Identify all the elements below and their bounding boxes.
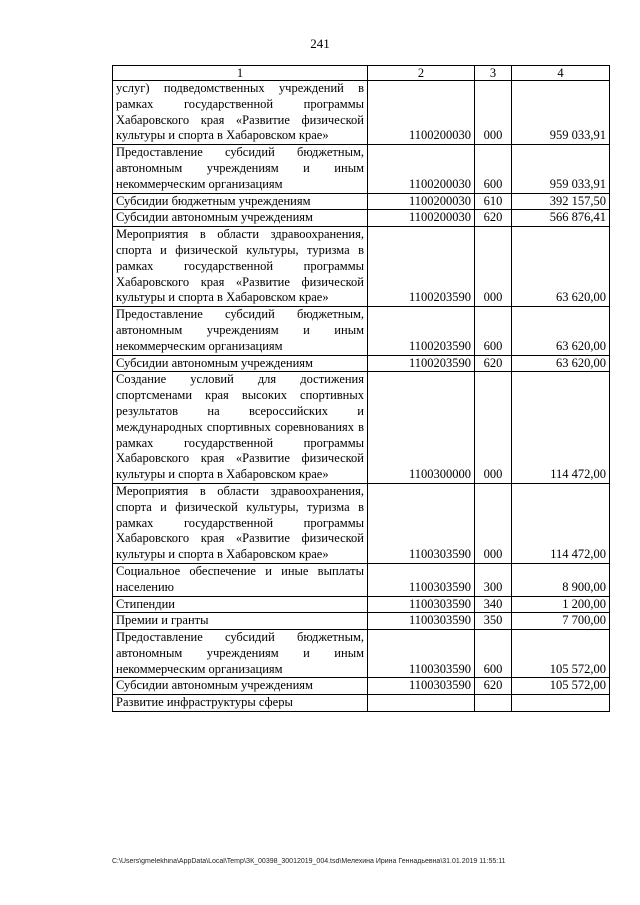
row-name: Субсидии бюджетным учреждениям xyxy=(113,193,368,210)
column-header-name: 1 xyxy=(113,66,368,81)
row-code: 1100200030 xyxy=(368,193,475,210)
row-name: Премии и гранты xyxy=(113,613,368,630)
table-row xyxy=(113,596,610,613)
row-sum: 392 157,50 xyxy=(512,193,610,210)
table-row xyxy=(113,372,610,484)
row-type: 340 xyxy=(475,596,512,613)
row-name: Предоставление субсидий бюджетным, автономным учреждениям и иным некоммерческим организациям xyxy=(113,145,368,193)
row-sum: 63 620,00 xyxy=(512,227,610,307)
row-name: услуг) подведомственных учреждений в рамках государственной программы Хабаровского края «Развитие физической культуры и спорта в Хабаровском крае» xyxy=(113,81,368,145)
row-sum xyxy=(512,695,610,712)
row-code: 1100200030 xyxy=(368,210,475,227)
table-row xyxy=(113,563,610,596)
row-sum: 959 033,91 xyxy=(512,81,610,145)
row-sum: 959 033,91 xyxy=(512,145,610,193)
row-code: 1100200030 xyxy=(368,145,475,193)
row-type: 620 xyxy=(475,678,512,695)
table-row xyxy=(113,613,610,630)
row-type: 000 xyxy=(475,227,512,307)
page-number: 241 xyxy=(310,36,330,51)
row-code: 1100303590 xyxy=(368,563,475,596)
row-type: 600 xyxy=(475,307,512,355)
column-header-code: 2 xyxy=(368,66,475,81)
row-name: Создание условий для достижения спортсменами края высоких спортивных результатов на всероссийских и международных спортивных соревнованиях в рамках государственной программы Хабаровского края «Развитие физической культуры и спорта в Хабаровском крае» xyxy=(113,372,368,484)
row-name: Субсидии автономным учреждениям xyxy=(113,678,368,695)
row-type: 350 xyxy=(475,613,512,630)
row-sum: 114 472,00 xyxy=(512,372,610,484)
table-row xyxy=(113,210,610,227)
row-sum: 114 472,00 xyxy=(512,483,610,563)
row-name: Развитие инфраструктуры сферы xyxy=(113,695,368,712)
row-type: 000 xyxy=(475,81,512,145)
row-name: Предоставление субсидий бюджетным, автономным учреждениям и иным некоммерческим организациям xyxy=(113,630,368,678)
column-header-type: 3 xyxy=(475,66,512,81)
table-row xyxy=(113,81,610,145)
row-type: 600 xyxy=(475,630,512,678)
table-row xyxy=(113,145,610,193)
row-type: 610 xyxy=(475,193,512,210)
row-name: Субсидии автономным учреждениям xyxy=(113,210,368,227)
row-sum: 7 700,00 xyxy=(512,613,610,630)
row-sum: 1 200,00 xyxy=(512,596,610,613)
row-code: 1100303590 xyxy=(368,596,475,613)
row-type: 620 xyxy=(475,210,512,227)
row-code: 1100303590 xyxy=(368,483,475,563)
row-name: Стипендии xyxy=(113,596,368,613)
row-sum: 63 620,00 xyxy=(512,355,610,372)
row-code: 1100303590 xyxy=(368,630,475,678)
row-name: Мероприятия в области здравоохранения, спорта и физической культуры, туризма в рамках государственной программы Хабаровского края «Развитие физической культуры и спорта в Хабаровском крае» xyxy=(113,483,368,563)
table-header-row xyxy=(113,66,610,81)
table-row xyxy=(113,678,610,695)
row-type: 000 xyxy=(475,483,512,563)
row-sum: 566 876,41 xyxy=(512,210,610,227)
row-name: Предоставление субсидий бюджетным, автономным учреждениям и иным некоммерческим организациям xyxy=(113,307,368,355)
row-sum: 8 900,00 xyxy=(512,563,610,596)
row-type: 600 xyxy=(475,145,512,193)
row-name: Мероприятия в области здравоохранения, спорта и физической культуры, туризма в рамках государственной программы Хабаровского края «Развитие физической культуры и спорта в Хабаровском крае» xyxy=(113,227,368,307)
row-name: Социальное обеспечение и иные выплаты населению xyxy=(113,563,368,596)
row-code xyxy=(368,695,475,712)
column-header-sum: 4 xyxy=(512,66,610,81)
row-type: 000 xyxy=(475,372,512,484)
budget-table xyxy=(112,65,610,712)
row-code: 1100200030 xyxy=(368,81,475,145)
row-type: 300 xyxy=(475,563,512,596)
row-code: 1100303590 xyxy=(368,678,475,695)
row-code: 1100203590 xyxy=(368,355,475,372)
row-code: 1100303590 xyxy=(368,613,475,630)
row-sum: 63 620,00 xyxy=(512,307,610,355)
table-row xyxy=(113,307,610,355)
row-code: 1100300000 xyxy=(368,372,475,484)
row-code: 1100203590 xyxy=(368,307,475,355)
row-sum: 105 572,00 xyxy=(512,678,610,695)
table-row xyxy=(113,355,610,372)
row-type: 620 xyxy=(475,355,512,372)
row-name: Субсидии автономным учреждениям xyxy=(113,355,368,372)
table-row xyxy=(113,483,610,563)
row-code: 1100203590 xyxy=(368,227,475,307)
table-row xyxy=(113,193,610,210)
table-row xyxy=(113,630,610,678)
file-path-footer: C:\Users\gmelekhina\AppData\Local\Temp\ЗК_00398_30012019_004.tsd\Мелехина Ирина Геннадьевна\31.01.2019 11:55:11 xyxy=(112,858,506,865)
table-row xyxy=(113,227,610,307)
row-sum: 105 572,00 xyxy=(512,630,610,678)
row-type xyxy=(475,695,512,712)
table-row xyxy=(113,695,610,712)
